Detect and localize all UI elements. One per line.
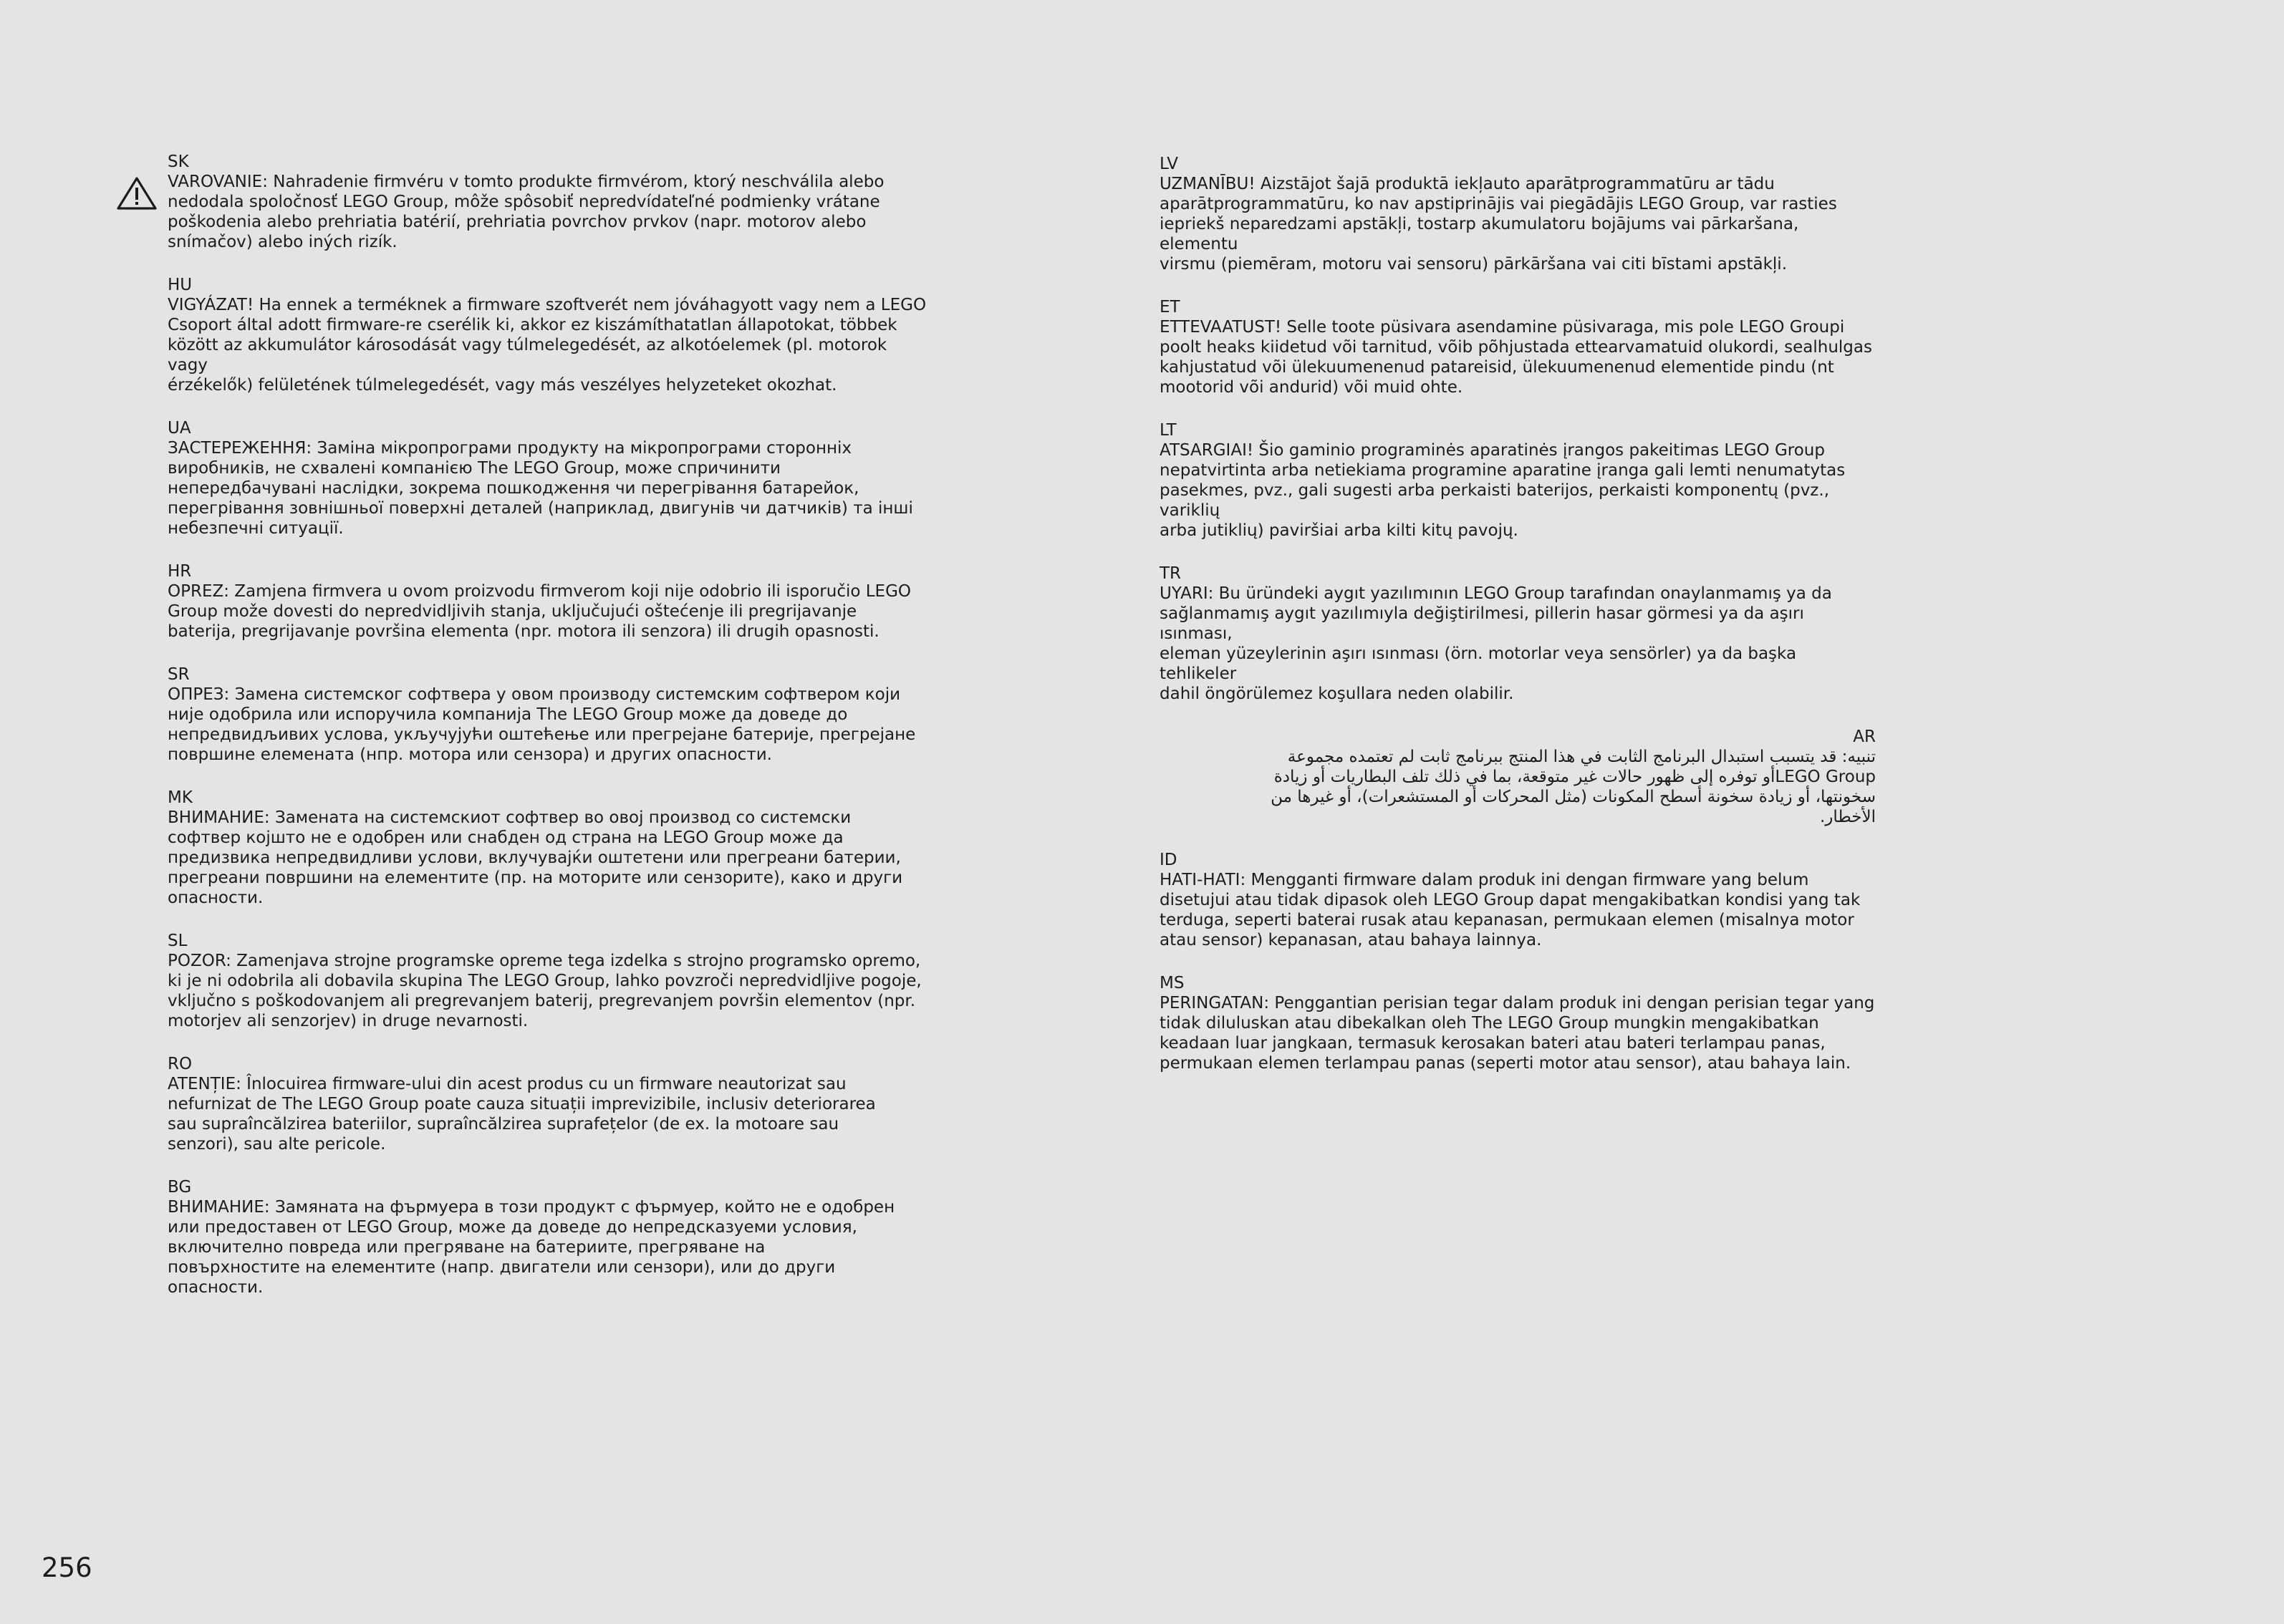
warning-text-line: прегреани површини на елементите (пр. на моторите или сензорите), како и други — [168, 869, 903, 887]
warning-section-lt — [1160, 420, 1876, 541]
left-column — [168, 152, 927, 1320]
warning-text-line: HATI-HATI: Mengganti firmware dalam produk ini dengan firmware yang belum — [1160, 871, 1809, 889]
warning-text-line: виробників, не схвалені компанією The LEGO Group, може спричинити — [168, 459, 781, 478]
warning-section-lv — [1160, 154, 1876, 274]
language-code: MS — [1160, 974, 1185, 992]
warning-text-line: nedodala spoločnosť LEGO Group, môže spôsobiť nepredvídateľné podmienky vrátane — [168, 193, 880, 211]
warning-text-line: ЗАСТЕРЕЖЕННЯ: Заміна мікропрограми продукту на мікропрограми сторонніх — [168, 439, 852, 458]
warning-text-line: virsmu (piemēram, motoru vai sensoru) pārkāršana vai citi bīstami apstākļi. — [1160, 255, 1788, 274]
warning-section-tr — [1160, 564, 1876, 704]
warning-text-line: Group može dovesti do nepredvidljivih stanja, uključujući oštećenje ili pregrijavanje — [168, 602, 857, 621]
warning-text-line: VIGYÁZAT! Ha ennek a terméknek a firmware szoftverét nem jóváhagyott vagy nem a LEGO — [168, 296, 927, 314]
warning-text-line: mootorid või andurid) või muid ohte. — [1160, 378, 1463, 397]
warning-text-line: повърхностите на елементите (напр. двигатели или сензори), или до други — [168, 1258, 836, 1277]
warning-text-line: или предоставен от LEGO Group, може да доведе до непредсказуеми условия, — [168, 1218, 857, 1237]
warning-section-ms — [1160, 973, 1876, 1073]
language-code: TR — [1160, 564, 1182, 583]
language-code: RO — [168, 1055, 193, 1073]
language-code: HR — [168, 562, 192, 581]
warning-text-line: eleman yüzeylerinin aşırı ısınması (örn. motorlar veya sensörler) ya da başka tehlikeler — [1160, 644, 1797, 683]
warning-text-line: предизвика непредвидливи услови, вклучувајќи оштетени или прегреани батерии, — [168, 849, 901, 867]
warning-section-hu — [168, 275, 927, 395]
warning-text-line: VAROVANIE: Nahradenie firmvéru v tomto produkte firmvérom, ktorý neschválila alebo — [168, 173, 885, 191]
warning-text-line: poolt heaks kiidetud või tarnitud, võib põhjustada ettearvamatuid olukordi, sealhulgas — [1160, 338, 1872, 357]
language-code: ET — [1160, 298, 1180, 316]
warning-text-line: keadaan luar jangkaan, termasuk kerosakan bateri atau bateri terlampau panas, — [1160, 1034, 1826, 1053]
warning-text-line: sau supraîncălzirea bateriilor, supraîncălzirea suprafețelor (de ex. la motoare sau — [168, 1115, 839, 1134]
warning-text-line: baterija, pregrijavanje površina elementa (npr. motora ili senzora) ili drugih opasnosti. — [168, 622, 880, 641]
warning-section-sr — [168, 664, 927, 765]
page-number: 256 — [42, 1552, 92, 1583]
warning-text-line: PERINGATAN: Penggantian perisian tegar dalam produk ini dengan perisian tegar yang — [1160, 994, 1875, 1012]
warning-text-line: непредвидљивих услова, укључујући оштећење или прегрејане батерије, прегрејане — [168, 725, 916, 744]
warning-text-line: poškodenia alebo prehriatia batérií, prehriatia povrchov prvkov (napr. motorov alebo — [168, 213, 867, 231]
warning-text-line: UZMANĪBU! Aizstājot šajā produktā iekļauto aparātprogrammatūru ar tādu — [1160, 175, 1775, 193]
warning-text-line: سخونتها، أو زيادة سخونة أسطح المكونات (مثل المحركات أو المستشعرات)، أو غيرها من — [1271, 788, 1876, 806]
warning-text-line: disetujui atau tidak dipasok oleh LEGO Group dapat mengakibatkan kondisi yang tak — [1160, 891, 1861, 909]
warning-text-line: ATSARGIAI! Šio gaminio programinės aparatinės įrangos pakeitimas LEGO Group — [1160, 441, 1825, 460]
warning-text-line: aparātprogrammatūru, ko nav apstiprinājis vai piegādājis LEGO Group, var rasties — [1160, 195, 1837, 213]
warning-text-line: terduga, seperti baterai rusak atau kepanasan, permukaan elemen (misalnya motor — [1160, 911, 1854, 929]
warning-text-line: POZOR: Zamenjava strojne programske opreme tega izdelka s strojno programsko opremo, — [168, 952, 921, 970]
warning-text-line: опасности. — [168, 1278, 264, 1297]
language-code: SR — [168, 665, 190, 684]
warning-text-line: LEGO Groupأو توفره إلى ظهور حالات غير متوقعة، بما في ذلك تلف البطاريات أو زيادة — [1273, 768, 1876, 786]
warning-text-line: ETTEVAATUST! Selle toote püsivara asendamine püsivaraga, mis pole LEGO Groupi — [1160, 318, 1845, 337]
warning-text-line: arba jutiklių) paviršiai arba kilti kitų pavojų. — [1160, 521, 1518, 540]
warning-text-line: површине елемената (нпр. мотора или сензора) и других опасности. — [168, 745, 772, 764]
warning-text-line: ВНИМАНИЕ: Замената на системскиот софтвер во овој производ со системски — [168, 808, 852, 827]
language-code: SK — [168, 153, 189, 171]
warning-text-line: pasekmes, pvz., gali sugesti arba perkaisti baterijos, perkaisti komponentų (pvz., variklių — [1160, 481, 1830, 520]
warning-section-et — [1160, 297, 1876, 397]
warning-section-sk — [168, 152, 927, 252]
language-code: AR — [1853, 728, 1876, 746]
warning-text-line: kahjustatud või ülekuumenenud patareisid, ülekuumenenud elementide pindu (nt — [1160, 358, 1834, 377]
warning-text-line: között az akkumulátor károsodását vagy túlmelegedését, az alkotóelemek (pl. motorok vagy — [168, 336, 887, 374]
warning-text-line: dahil öngörülemez koşullara neden olabilir. — [1160, 685, 1514, 703]
warning-text-line: небезпечні ситуації. — [168, 519, 344, 538]
warning-text-line: érzékelők) felületének túlmelegedését, vagy más veszélyes helyzeteket okozhat. — [168, 376, 837, 395]
warning-text-line: iepriekš neparedzami apstākļi, tostarp akumulatoru bojājums vai pārkaršana, elementu — [1160, 215, 1799, 253]
language-code: BG — [168, 1178, 192, 1197]
warning-text-line: nefurnizat de The LEGO Group poate cauza situații imprevizibile, inclusiv deteriorarea — [168, 1095, 876, 1113]
language-code: MK — [168, 788, 193, 807]
warning-text-line: UYARI: Bu üründeki aygıt yazılımının LEGO Group tarafından onaylanmamış ya da — [1160, 584, 1832, 603]
warning-section-sl — [168, 931, 927, 1031]
warning-text-line: OPREZ: Zamjena firmvera u ovom proizvodu firmverom koji nije odobrio ili isporučio LEGO — [168, 582, 912, 601]
warning-text-line: tidak diluluskan atau dibekalkan oleh The LEGO Group mungkin mengakibatkan — [1160, 1014, 1819, 1033]
language-code: UA — [168, 419, 191, 438]
warning-text-line: vključno s poškodovanjem ali pregrevanjem baterij, pregrevanjem površin elementov (npr. — [168, 992, 916, 1010]
warning-text-line: опасности. — [168, 889, 264, 907]
warning-text-line: софтвер којшто не е одобрен или снабден од страна на LEGO Group може да — [168, 828, 844, 847]
warning-section-ua — [168, 418, 927, 538]
warning-text-line: перегрівання зовнішньої поверхні деталей (наприклад, двигунів чи датчиків) та інші — [168, 499, 913, 518]
warning-section-bg — [168, 1177, 927, 1297]
warning-text-line: ОПРЕЗ: Замена системског софтвера у овом производу системским софтвером који — [168, 685, 901, 704]
warning-section-id — [1160, 850, 1876, 950]
language-code: LT — [1160, 421, 1177, 440]
warning-text-line: senzori), sau alte pericole. — [168, 1135, 386, 1154]
warning-text-line: snímačov) alebo iných rizík. — [168, 233, 397, 251]
warning-text-line: الأخطار. — [1819, 808, 1876, 826]
language-code: SL — [168, 932, 188, 950]
warning-section-hr — [168, 561, 927, 642]
language-code: HU — [168, 276, 193, 294]
warning-text-line: Csoport által adott firmware-re cserélik ki, akkor ez kiszámíthatatlan állapotokat, többek — [168, 316, 897, 334]
warning-text-line: motorjev ali senzorjev) in druge nevarnosti. — [168, 1012, 529, 1030]
warning-section-mk — [168, 788, 927, 908]
warning-text-line: ВНИМАНИЕ: Замяната на фърмуера в този продукт с фърмуер, който не е одобрен — [168, 1198, 895, 1217]
warning-text-line: permukaan elemen terlampau panas (seperti motor atau sensor), atau bahaya lain. — [1160, 1054, 1851, 1073]
warning-text-line: sağlanmamış aygıt yazılımıyla değiştirilmesi, pillerin hasar görmesi ya da aşırı ısınması, — [1160, 604, 1804, 643]
warning-text-line: није одобрила или испоручила компанија The LEGO Group може да доведе до — [168, 705, 848, 724]
warning-text-line: atau sensor) kepanasan, atau bahaya lainnya. — [1160, 931, 1542, 949]
warning-section-ar — [1160, 727, 1876, 827]
warning-text-line: تنبيه: قد يتسبب استبدال البرنامج الثابت في هذا المنتج ببرنامج ثابت لم تعتمده مجموعة — [1287, 748, 1876, 766]
right-column — [1160, 154, 1876, 1096]
warning-text-line: непередбачувані наслідки, зокрема пошкодження чи перегрівання батарейок, — [168, 479, 859, 498]
warning-triangle-icon — [116, 176, 158, 211]
warning-text-line: ATENȚIE: Înlocuirea firmware-ului din acest produs cu un firmware neautorizat sau — [168, 1075, 847, 1093]
warning-text-line: включително повреда или прегряване на батериите, прегряване на — [168, 1238, 766, 1257]
warning-text-line: ki je ni odobrila ali dobavila skupina The LEGO Group, lahko povzroči nepredvidljive pogoje, — [168, 972, 922, 990]
warning-section-ro — [168, 1054, 927, 1154]
language-code: LV — [1160, 155, 1179, 173]
language-code: ID — [1160, 851, 1177, 869]
warning-text-line: nepatvirtinta arba netiekiama programine aparatine įranga gali lemti nenumatytas — [1160, 461, 1846, 480]
